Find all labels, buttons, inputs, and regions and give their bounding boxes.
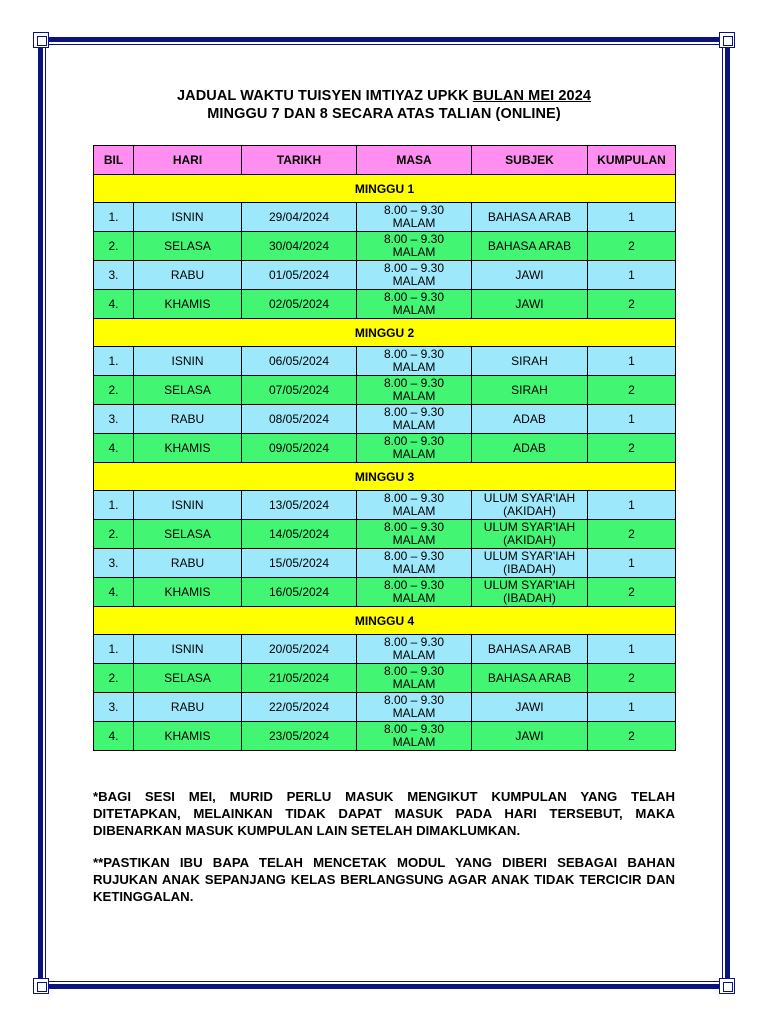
cell-hari: ISNIN <box>134 635 242 664</box>
week-row <box>94 463 676 491</box>
week-row <box>94 607 676 635</box>
masa-time: 8.00 – 9.30 <box>383 491 445 505</box>
cell-masa <box>357 261 472 290</box>
subjek-line: ULUM SYAR'IAH <box>483 578 576 592</box>
cell-subjek <box>472 578 588 607</box>
masa-period: MALAM <box>392 274 436 288</box>
cell-kumpulan: 2 <box>588 722 676 751</box>
cell-tarikh: 21/05/2024 <box>242 664 357 693</box>
cell-subjek <box>472 491 588 520</box>
note-group-rule: *BAGI SESI MEI, MURID PERLU MASUK MENGIKUT KUMPULAN YANG TELAH DITETAPKAN, MELAINKAN TIDAK DAPAT MASUK PADA HARI TERSEBUT, MAKA DIBENARKAN MASUK KUMPULAN LAIN SETELAH DIMAKLUMKAN. <box>93 789 675 838</box>
cell-hari: SELASA <box>134 232 242 261</box>
cell-bil: 2. <box>94 664 134 693</box>
masa-period: MALAM <box>392 735 436 749</box>
cell-subjek <box>472 261 588 290</box>
cell-subjek <box>472 405 588 434</box>
cell-hari: KHAMIS <box>134 722 242 751</box>
table-row <box>94 520 676 549</box>
corner-ornament-top-right <box>719 32 735 48</box>
cell-masa <box>357 347 472 376</box>
cell-kumpulan: 2 <box>588 664 676 693</box>
cell-bil: 3. <box>94 549 134 578</box>
cell-hari: KHAMIS <box>134 434 242 463</box>
table-row <box>94 405 676 434</box>
subjek-line: SIRAH <box>511 353 548 368</box>
cell-tarikh: 06/05/2024 <box>242 347 357 376</box>
cell-hari: SELASA <box>134 520 242 549</box>
cell-tarikh: 23/05/2024 <box>242 722 357 751</box>
cell-hari: ISNIN <box>134 491 242 520</box>
cell-bil: 3. <box>94 693 134 722</box>
subjek-line: JAWI <box>515 296 544 311</box>
subjek-line: ADAB <box>513 411 546 426</box>
cell-kumpulan: 2 <box>588 578 676 607</box>
cell-subjek <box>472 635 588 664</box>
table-row <box>94 722 676 751</box>
cell-masa <box>357 664 472 693</box>
cell-kumpulan: 1 <box>588 491 676 520</box>
subjek-line: BAHASA ARAB <box>487 238 572 253</box>
week-label: MINGGU 1 <box>94 175 676 203</box>
week-label: MINGGU 2 <box>94 319 676 347</box>
cell-tarikh: 22/05/2024 <box>242 693 357 722</box>
cell-hari: RABU <box>134 261 242 290</box>
cell-kumpulan: 1 <box>588 203 676 232</box>
cell-bil: 1. <box>94 491 134 520</box>
title-month: BULAN MEI 2024 <box>472 88 592 104</box>
cell-hari: ISNIN <box>134 347 242 376</box>
cell-bil: 1. <box>94 635 134 664</box>
cell-subjek <box>472 520 588 549</box>
masa-time: 8.00 – 9.30 <box>383 693 445 707</box>
masa-time: 8.00 – 9.30 <box>383 549 445 563</box>
masa-time: 8.00 – 9.30 <box>383 635 445 649</box>
table-row <box>94 203 676 232</box>
cell-bil: 2. <box>94 376 134 405</box>
cell-bil: 1. <box>94 347 134 376</box>
cell-tarikh: 07/05/2024 <box>242 376 357 405</box>
cell-bil: 3. <box>94 261 134 290</box>
cell-tarikh: 02/05/2024 <box>242 290 357 319</box>
subjek-line: BAHASA ARAB <box>487 670 572 685</box>
masa-time: 8.00 – 9.30 <box>383 347 445 361</box>
cell-kumpulan: 2 <box>588 434 676 463</box>
cell-masa <box>357 722 472 751</box>
masa-time: 8.00 – 9.30 <box>383 203 445 217</box>
week-label: MINGGU 3 <box>94 463 676 491</box>
subjek-line: ULUM SYAR'IAH <box>483 491 576 505</box>
cell-tarikh: 15/05/2024 <box>242 549 357 578</box>
masa-time: 8.00 – 9.30 <box>383 261 445 275</box>
subjek-line: (AKIDAH) <box>503 533 556 547</box>
cell-subjek <box>472 290 588 319</box>
subjek-line: BAHASA ARAB <box>487 209 572 224</box>
cell-bil: 2. <box>94 232 134 261</box>
cell-kumpulan: 2 <box>588 290 676 319</box>
header-kumpulan: KUMPULAN <box>588 146 676 175</box>
corner-ornament-bottom-right <box>719 978 735 994</box>
cell-hari: ISNIN <box>134 203 242 232</box>
masa-time: 8.00 – 9.30 <box>383 434 445 448</box>
masa-period: MALAM <box>392 533 436 547</box>
header-subjek: SUBJEK <box>472 146 588 175</box>
masa-time: 8.00 – 9.30 <box>383 376 445 390</box>
cell-tarikh: 01/05/2024 <box>242 261 357 290</box>
masa-period: MALAM <box>392 245 436 259</box>
cell-hari: SELASA <box>134 376 242 405</box>
masa-period: MALAM <box>392 360 436 374</box>
table-row <box>94 376 676 405</box>
masa-time: 8.00 – 9.30 <box>383 664 445 678</box>
title-line-2: MINGGU 7 DAN 8 SECARA ATAS TALIAN (ONLINE) <box>207 106 561 122</box>
cell-subjek <box>472 376 588 405</box>
cell-subjek <box>472 722 588 751</box>
schedule-table <box>93 145 676 751</box>
cell-tarikh: 14/05/2024 <box>242 520 357 549</box>
masa-period: MALAM <box>392 591 436 605</box>
cell-tarikh: 30/04/2024 <box>242 232 357 261</box>
header-tarikh: TARIKH <box>242 146 357 175</box>
corner-ornament-bottom-left <box>33 978 49 994</box>
cell-hari: KHAMIS <box>134 578 242 607</box>
cell-kumpulan: 1 <box>588 405 676 434</box>
cell-tarikh: 09/05/2024 <box>242 434 357 463</box>
table-row <box>94 434 676 463</box>
cell-hari: RABU <box>134 405 242 434</box>
masa-period: MALAM <box>392 216 436 230</box>
cell-bil: 4. <box>94 722 134 751</box>
cell-kumpulan: 2 <box>588 520 676 549</box>
subjek-line: (AKIDAH) <box>503 504 556 518</box>
schedule-body <box>94 175 676 751</box>
subjek-line: SIRAH <box>511 382 548 397</box>
cell-kumpulan: 1 <box>588 693 676 722</box>
subjek-line: (IBADAH) <box>503 591 556 605</box>
cell-kumpulan: 2 <box>588 232 676 261</box>
table-row <box>94 261 676 290</box>
masa-period: MALAM <box>392 706 436 720</box>
masa-time: 8.00 – 9.30 <box>383 722 445 736</box>
cell-masa <box>357 693 472 722</box>
cell-bil: 4. <box>94 434 134 463</box>
masa-period: MALAM <box>392 447 436 461</box>
cell-kumpulan: 1 <box>588 549 676 578</box>
table-row <box>94 578 676 607</box>
cell-masa <box>357 405 472 434</box>
cell-masa <box>357 578 472 607</box>
title-line-1 <box>0 88 768 104</box>
cell-bil: 4. <box>94 290 134 319</box>
cell-hari: KHAMIS <box>134 290 242 319</box>
subjek-line: JAWI <box>515 728 544 743</box>
cell-masa <box>357 203 472 232</box>
table-row <box>94 491 676 520</box>
cell-masa <box>357 434 472 463</box>
cell-tarikh: 16/05/2024 <box>242 578 357 607</box>
cell-subjek <box>472 203 588 232</box>
cell-masa <box>357 491 472 520</box>
cell-masa <box>357 376 472 405</box>
table-row <box>94 635 676 664</box>
subjek-line: BAHASA ARAB <box>487 641 572 656</box>
cell-kumpulan: 1 <box>588 261 676 290</box>
masa-time: 8.00 – 9.30 <box>383 290 445 304</box>
note-module-print: **PASTIKAN IBU BAPA TELAH MENCETAK MODUL YANG DIBERI SEBAGAI BAHAN RUJUKAN ANAK SEPANJANG KELAS BERLANGSUNG AGAR ANAK TIDAK TERCICIR DAN KETINGGALAN. <box>93 855 675 904</box>
cell-hari: RABU <box>134 693 242 722</box>
cell-bil: 3. <box>94 405 134 434</box>
cell-bil: 4. <box>94 578 134 607</box>
subjek-line: JAWI <box>515 699 544 714</box>
week-row <box>94 319 676 347</box>
header-masa: MASA <box>357 146 472 175</box>
cell-hari: SELASA <box>134 664 242 693</box>
masa-period: MALAM <box>392 504 436 518</box>
corner-ornament-top-left <box>33 32 49 48</box>
cell-subjek <box>472 693 588 722</box>
cell-subjek <box>472 434 588 463</box>
cell-tarikh: 08/05/2024 <box>242 405 357 434</box>
subjek-line: ULUM SYAR'IAH <box>483 520 576 534</box>
table-row <box>94 664 676 693</box>
cell-tarikh: 20/05/2024 <box>242 635 357 664</box>
cell-subjek <box>472 549 588 578</box>
header-hari: HARI <box>134 146 242 175</box>
masa-time: 8.00 – 9.30 <box>383 578 445 592</box>
masa-period: MALAM <box>392 677 436 691</box>
table-row <box>94 232 676 261</box>
subjek-line: JAWI <box>515 267 544 282</box>
masa-period: MALAM <box>392 648 436 662</box>
table-row <box>94 347 676 376</box>
cell-subjek <box>472 347 588 376</box>
cell-kumpulan: 2 <box>588 376 676 405</box>
subjek-line: ULUM SYAR'IAH <box>483 549 576 563</box>
masa-time: 8.00 – 9.30 <box>383 232 445 246</box>
cell-masa <box>357 520 472 549</box>
cell-hari: RABU <box>134 549 242 578</box>
cell-kumpulan: 1 <box>588 347 676 376</box>
cell-masa <box>357 290 472 319</box>
table-row <box>94 290 676 319</box>
cell-subjek <box>472 232 588 261</box>
cell-masa <box>357 549 472 578</box>
masa-time: 8.00 – 9.30 <box>383 405 445 419</box>
cell-bil: 2. <box>94 520 134 549</box>
table-row <box>94 549 676 578</box>
cell-tarikh: 13/05/2024 <box>242 491 357 520</box>
table-header-row <box>94 146 676 175</box>
cell-masa <box>357 635 472 664</box>
cell-tarikh: 29/04/2024 <box>242 203 357 232</box>
table-row <box>94 693 676 722</box>
week-row <box>94 175 676 203</box>
cell-kumpulan: 1 <box>588 635 676 664</box>
subjek-line: (IBADAH) <box>503 562 556 576</box>
subjek-line: ADAB <box>513 440 546 455</box>
masa-time: 8.00 – 9.30 <box>383 520 445 534</box>
masa-period: MALAM <box>392 303 436 317</box>
cell-masa <box>357 232 472 261</box>
cell-bil: 1. <box>94 203 134 232</box>
masa-period: MALAM <box>392 562 436 576</box>
week-label: MINGGU 4 <box>94 607 676 635</box>
masa-period: MALAM <box>392 418 436 432</box>
cell-subjek <box>472 664 588 693</box>
header-bil: BIL <box>94 146 134 175</box>
masa-period: MALAM <box>392 389 436 403</box>
title-prefix: JADUAL WAKTU TUISYEN IMTIYAZ UPKK <box>176 88 473 104</box>
